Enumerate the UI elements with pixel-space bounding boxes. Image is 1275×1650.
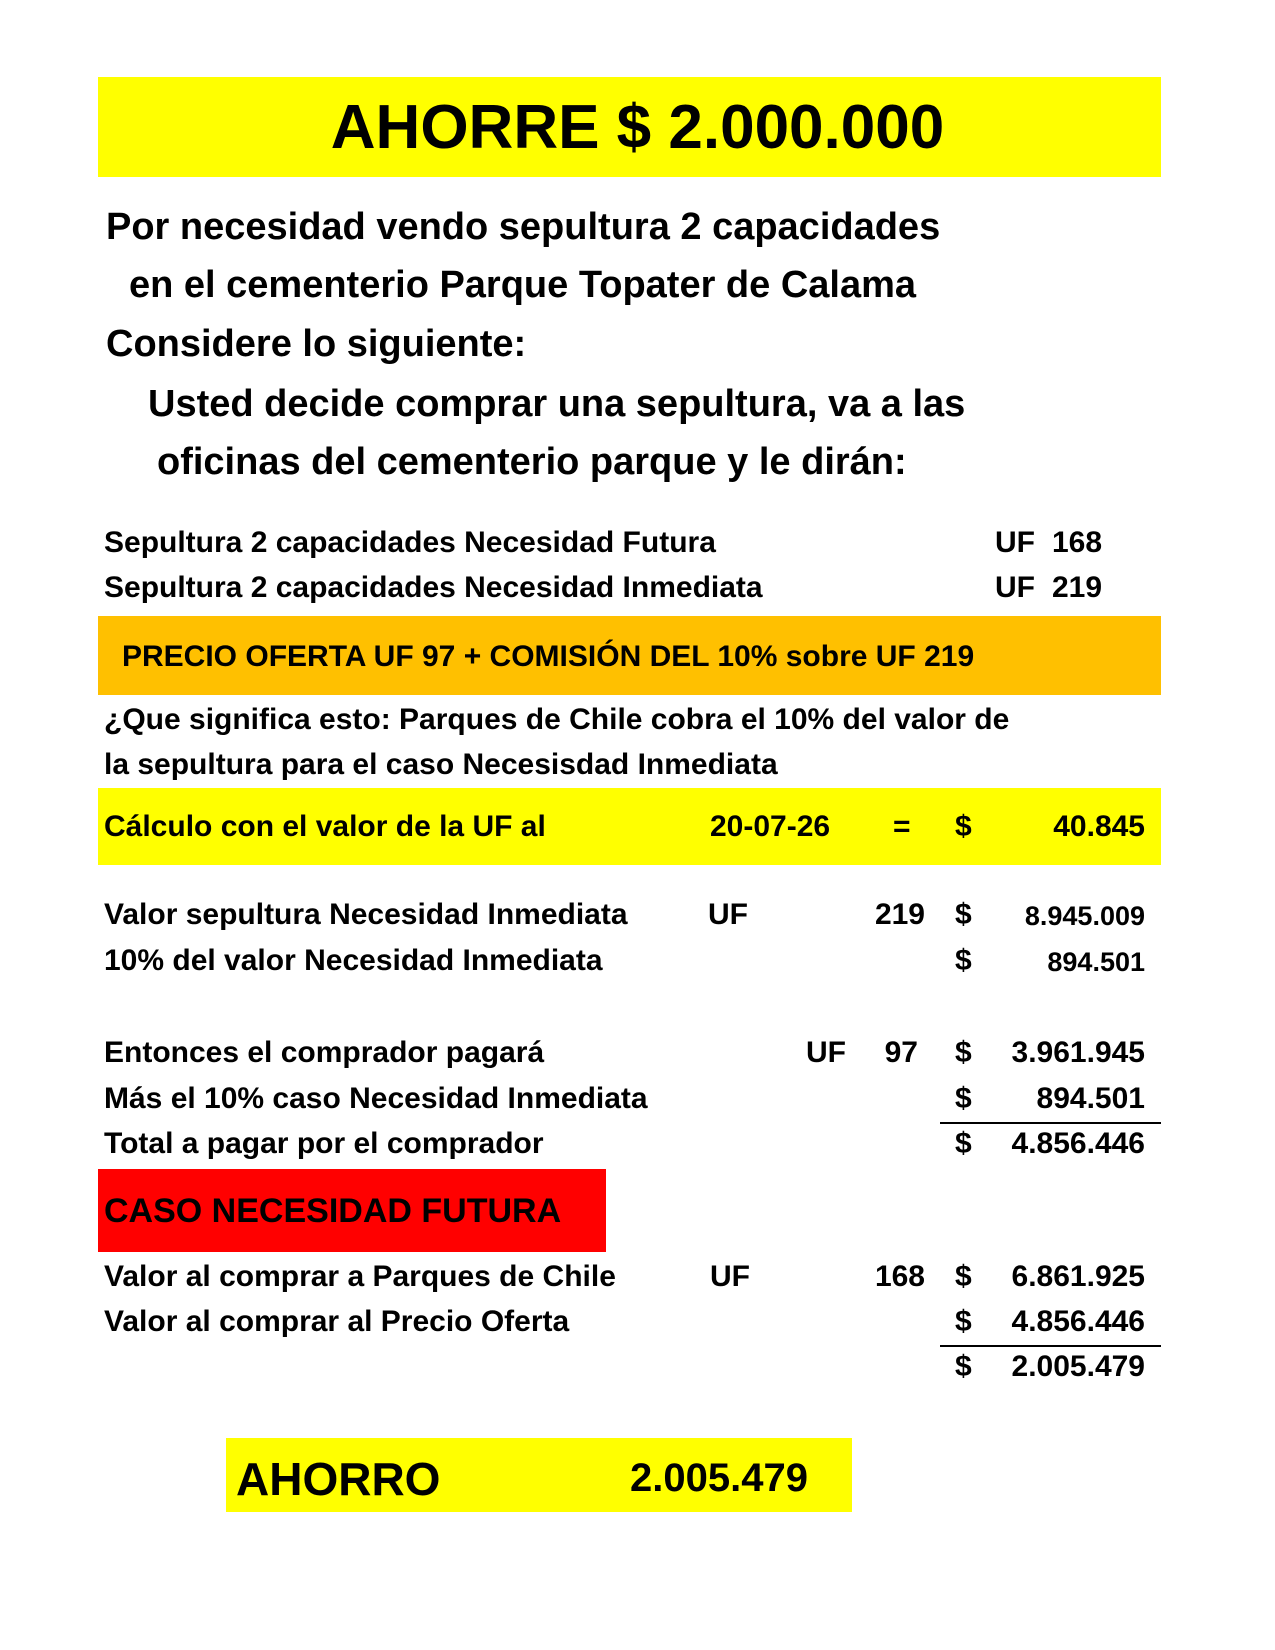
future-row1-currency: $ — [955, 1260, 972, 1293]
explanation-line-2: la sepultura para el caso Necesisdad Inmediata — [104, 748, 778, 781]
future-row1-uf: 168 — [874, 1260, 925, 1293]
page-title: AHORRE $ 2.000.000 — [330, 93, 945, 162]
uf-calc-equals: = — [893, 810, 911, 843]
buyer-row1-currency: $ — [955, 1036, 972, 1069]
intro-line-3: Considere lo siguiente: — [106, 323, 527, 365]
uf-calc-value: 40.845 — [1053, 810, 1145, 843]
buyer-row2-currency: $ — [955, 1082, 972, 1115]
immediate-row2-currency: $ — [955, 944, 972, 977]
offer-text: PRECIO OFERTA UF 97 + COMISIÓN DEL 10% sobre UF 219 — [122, 640, 975, 673]
price-future-unit: UF — [995, 526, 1035, 559]
uf-calc-currency: $ — [955, 810, 972, 843]
buyer-row1-value: 3.961.945 — [1011, 1036, 1145, 1069]
immediate-row2-value: 894.501 — [1047, 947, 1145, 977]
future-sum-rule — [940, 1345, 1161, 1347]
immediate-row1-currency: $ — [955, 898, 972, 931]
immediate-row1-label: Valor sepultura Necesidad Inmediata — [104, 898, 628, 931]
price-immediate-label: Sepultura 2 capacidades Necesidad Inmediata — [104, 571, 763, 604]
future-row2-value: 4.856.446 — [1011, 1305, 1145, 1338]
buyer-row2-label: Más el 10% caso Necesidad Inmediata — [104, 1082, 648, 1115]
buyer-sum-rule — [940, 1122, 1161, 1124]
intro-line-2: en el cementerio Parque Topater de Calama — [129, 264, 917, 306]
price-future-label: Sepultura 2 capacidades Necesidad Futura — [104, 526, 716, 559]
savings-value: 2.005.479 — [630, 1456, 808, 1500]
explanation-line-1: ¿Que significa esto: Parques de Chile cobra el 10% del valor de — [104, 703, 1010, 736]
buyer-row2-value: 894.501 — [1036, 1082, 1145, 1115]
future-row2-label: Valor al comprar al Precio Oferta — [104, 1305, 570, 1338]
immediate-row1-unit: UF — [708, 898, 748, 931]
uf-calc-label: Cálculo con el valor de la UF al — [104, 810, 546, 843]
immediate-row2-label: 10% del valor Necesidad Inmediata — [104, 944, 603, 977]
future-heading: CASO NECESIDAD FUTURA — [104, 1192, 562, 1230]
future-diff-currency: $ — [955, 1350, 972, 1383]
intro-line-4: Usted decide comprar una sepultura, va a las — [148, 383, 966, 425]
intro-line-5: oficinas del cementerio parque y le dirán: — [157, 441, 907, 483]
buyer-row1-label: Entonces el comprador pagará — [104, 1036, 545, 1069]
intro-line-1: Por necesidad vendo sepultura 2 capacidades — [106, 206, 941, 248]
buyer-total-currency: $ — [955, 1127, 972, 1160]
uf-calc-date: 20-07-26 — [710, 810, 831, 843]
future-row1-unit: UF — [710, 1260, 750, 1293]
immediate-row1-value: 8.945.009 — [1024, 901, 1145, 931]
price-future-value: 168 — [1052, 526, 1103, 559]
buyer-row1-uf: 97 — [884, 1036, 918, 1069]
price-immediate-unit: UF — [995, 571, 1035, 604]
future-row1-label: Valor al comprar a Parques de Chile — [104, 1260, 616, 1293]
immediate-row1-uf: 219 — [874, 898, 925, 931]
future-row2-currency: $ — [955, 1305, 972, 1338]
buyer-total-value: 4.856.446 — [1011, 1127, 1145, 1160]
buyer-total-label: Total a pagar por el comprador — [104, 1127, 544, 1160]
savings-label: AHORRO — [236, 1453, 441, 1505]
price-immediate-value: 219 — [1052, 571, 1103, 604]
buyer-row1-unit: UF — [806, 1036, 846, 1069]
future-row1-value: 6.861.925 — [1011, 1260, 1145, 1293]
future-diff-value: 2.005.479 — [1011, 1350, 1145, 1383]
